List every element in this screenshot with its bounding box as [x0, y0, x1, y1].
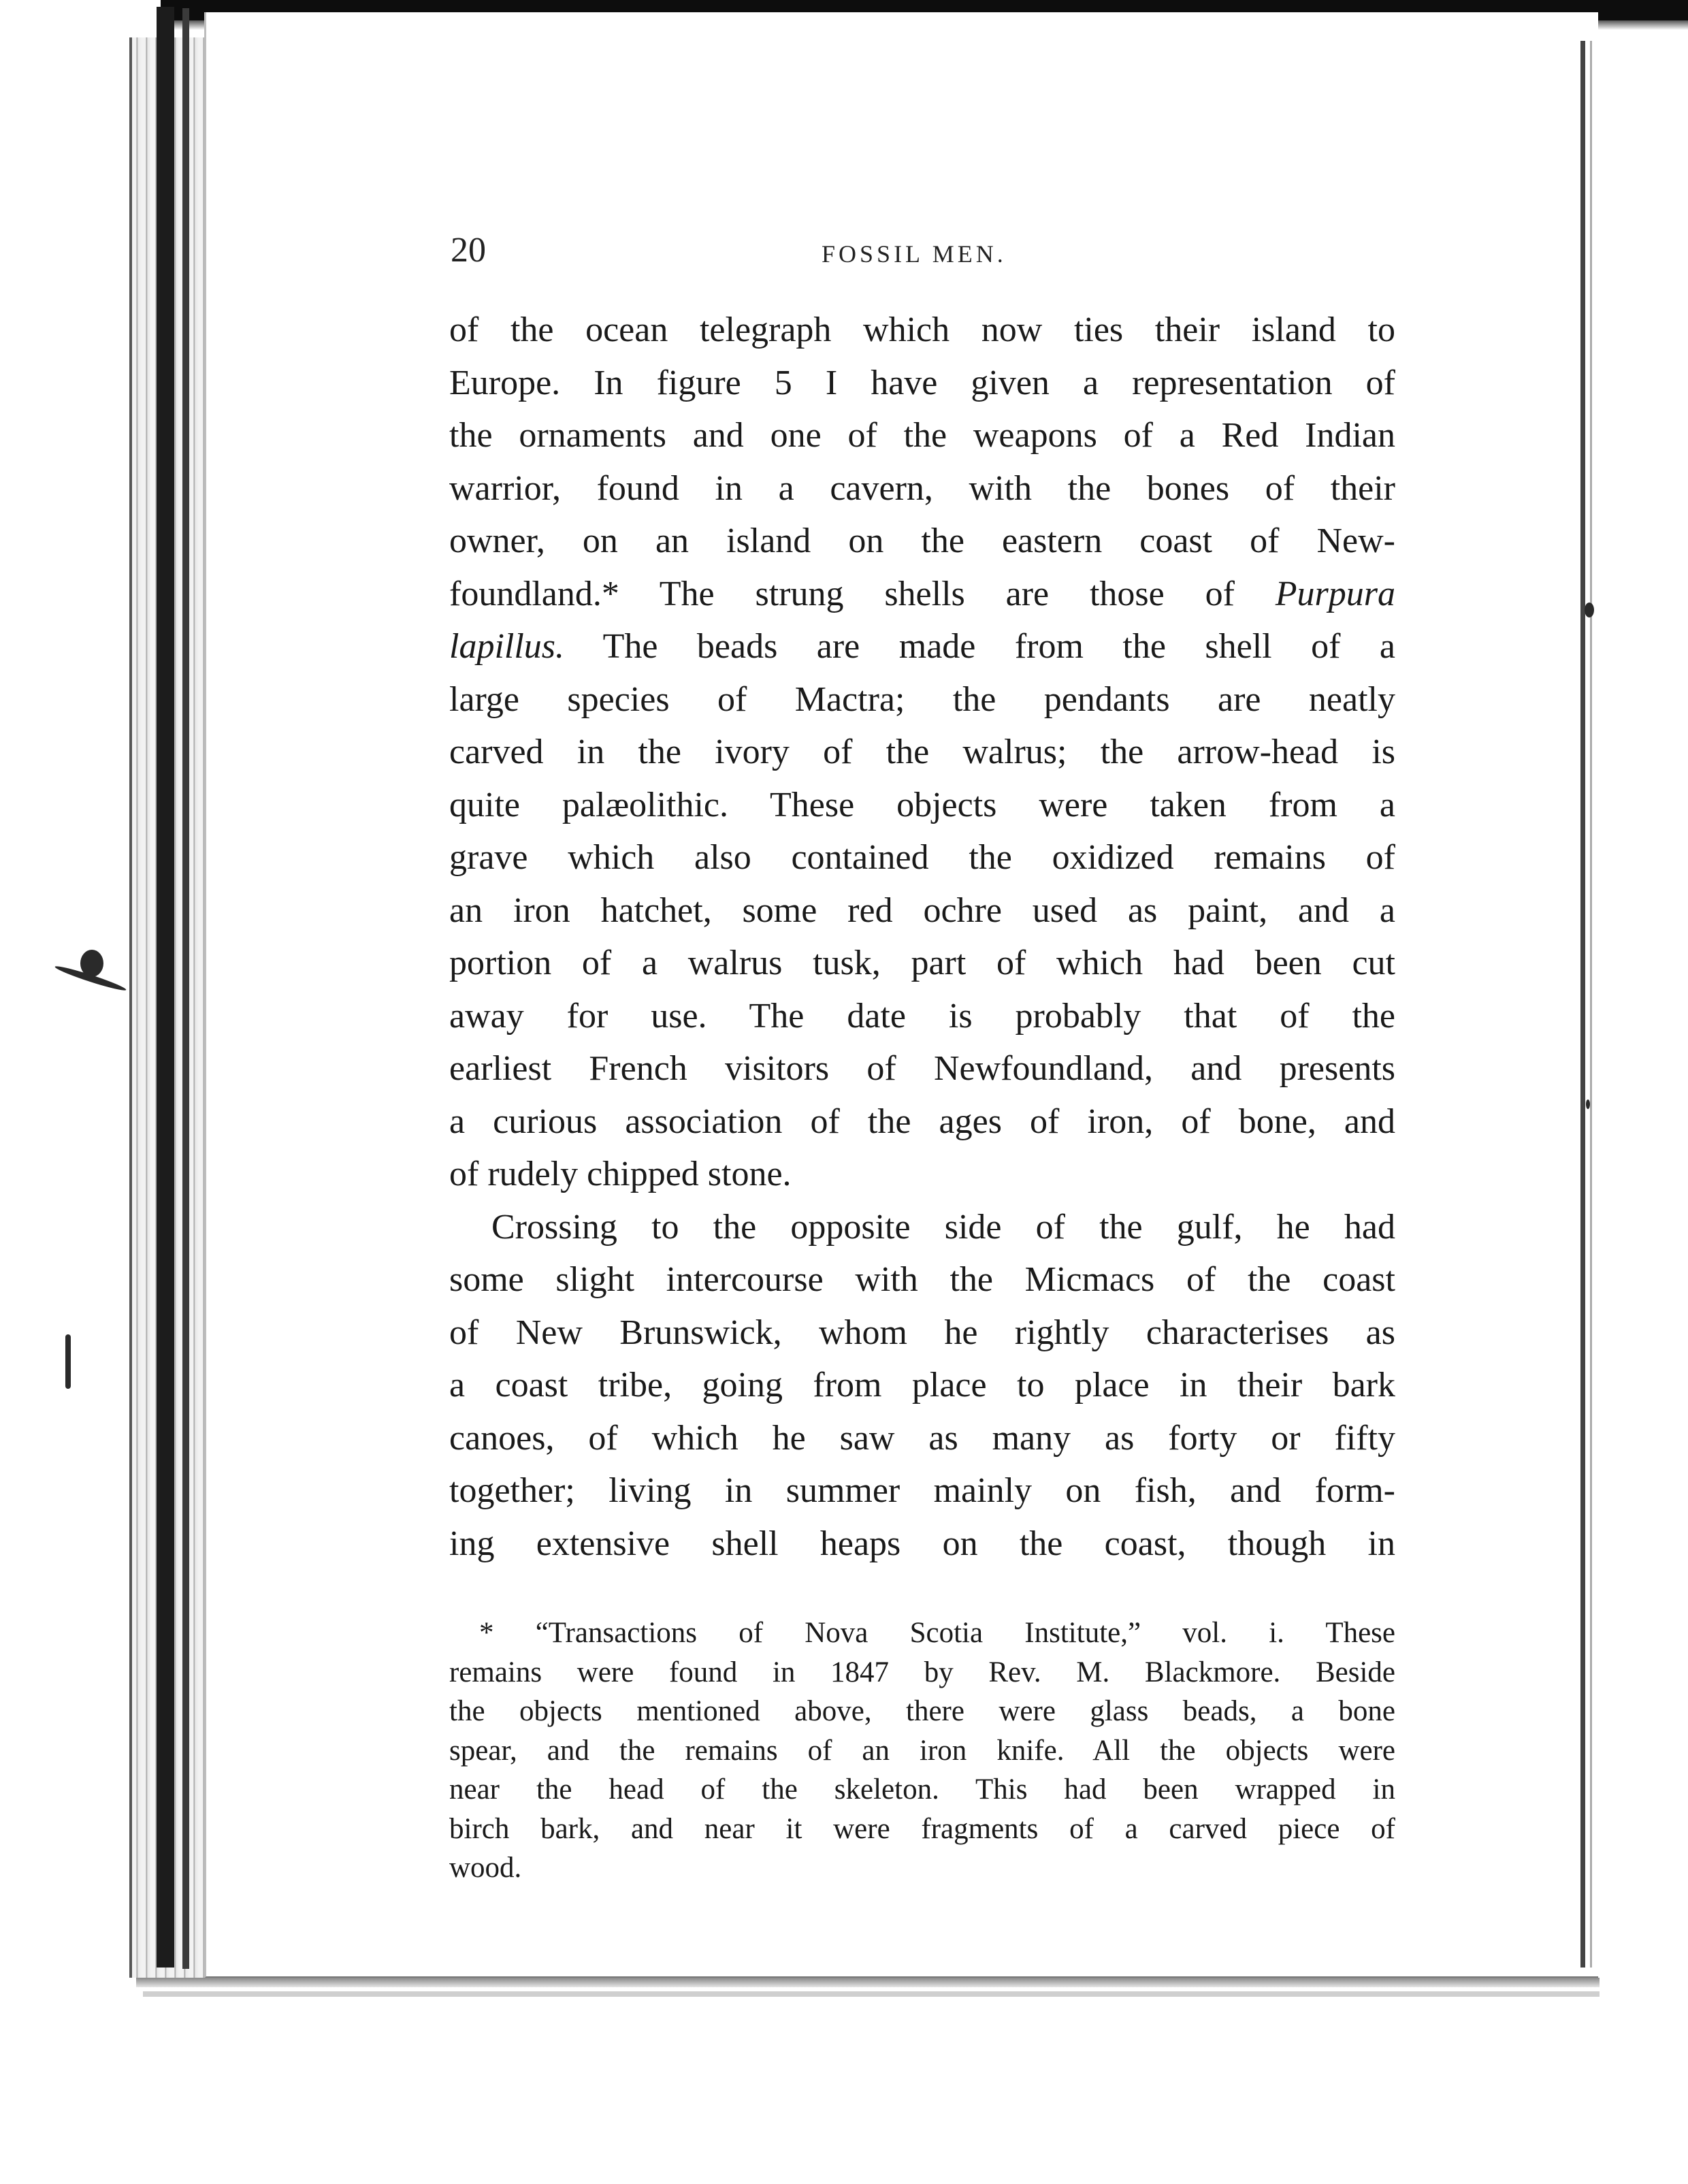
- text-line-mixed: [449, 568, 1395, 621]
- text-segment: The beads are made from the shell of a: [602, 627, 1395, 666]
- text-line: the ornaments and one of the weapons of a Red Indian: [449, 416, 1395, 455]
- footnote-line: birch bark, and near it were fragments of a carved piece of: [449, 1812, 1395, 1845]
- text-line: of New Brunswick, whom he rightly characterises as: [449, 1313, 1395, 1352]
- text-line: a coast tribe, going from place to place in their bark: [449, 1366, 1395, 1404]
- footnote-line: spear, and the remains of an iron knife. All the objects were: [449, 1734, 1395, 1767]
- footnote-line: remains were found in 1847 by Rev. M. Blackmore. Beside: [449, 1656, 1395, 1688]
- text-line: large species of Mactra; the pendants are neatly: [449, 679, 1395, 719]
- text-line: Europe. In figure 5 I have given a representation of: [449, 363, 1395, 402]
- footnote-line: * “Transactions of Nova Scotia Institute,” vol. i. These: [479, 1617, 1395, 1649]
- italic-species-name: lapillus.: [449, 627, 565, 666]
- text-line: an iron hatchet, some red ochre used as paint, and a: [449, 890, 1395, 930]
- page-header: [451, 230, 1403, 285]
- page-number: 20: [451, 231, 486, 270]
- text-line: a curious association of the ages of iron, of bone, and: [449, 1102, 1395, 1141]
- text-line: ing extensive shell heaps on the coast, though in: [449, 1524, 1395, 1563]
- text-line: portion of a walrus tusk, part of which had been cut: [449, 944, 1395, 982]
- footnote-line: near the head of the skeleton. This had been wrapped in: [449, 1773, 1395, 1805]
- text-line: owner, on an island on the eastern coast of New-: [449, 521, 1395, 560]
- text-line: away for use. The date is probably that of the: [449, 996, 1395, 1035]
- text-line: of the ocean telegraph which now ties their island to: [449, 310, 1395, 349]
- text-segment: foundland.* The strung shells are those of: [449, 574, 1235, 613]
- page-right-edge: [1580, 41, 1585, 1968]
- text-line: some slight intercourse with the Micmacs of the coast: [449, 1260, 1395, 1299]
- text-line: Crossing to the opposite side of the gulf, he had: [491, 1207, 1395, 1247]
- margin-smudge: [1586, 1099, 1590, 1109]
- margin-smudge: [1585, 603, 1594, 617]
- text-line-mixed: [449, 620, 1395, 673]
- italic-species-name: Purpura: [1275, 574, 1395, 613]
- book-binding-inner: [182, 8, 189, 1969]
- text-line: quite palæolithic. These objects were taken from a: [449, 785, 1395, 824]
- book-binding: [157, 7, 174, 1968]
- footnote: [449, 1613, 1395, 1888]
- text-line: canoes, of which he saw as many as forty or fifty: [449, 1418, 1395, 1458]
- running-head: FOSSIL MEN.: [822, 240, 1007, 268]
- text-line: earliest French visitors of Newfoundland, and presents: [449, 1049, 1395, 1088]
- footnote-line: wood.: [449, 1852, 522, 1884]
- book-bottom-edge-inner: [143, 1991, 1600, 1997]
- page-right-edge-inner: [1590, 41, 1592, 1968]
- text-line: carved in the ivory of the walrus; the arrow-head is: [449, 733, 1395, 771]
- body-text: [449, 304, 1395, 1570]
- footnote-line: the objects mentioned above, there were glass beads, a bone: [449, 1695, 1395, 1727]
- margin-smudge: [65, 1334, 71, 1389]
- text-line: together; living in summer mainly on fish, and form-: [449, 1471, 1395, 1510]
- text-line: of rudely chipped stone.: [449, 1155, 792, 1193]
- text-line: warrior, found in a cavern, with the bones of their: [449, 468, 1395, 508]
- book-bottom-edge: [136, 1978, 1600, 1987]
- text-line: grave which also contained the oxidized remains of: [449, 838, 1395, 877]
